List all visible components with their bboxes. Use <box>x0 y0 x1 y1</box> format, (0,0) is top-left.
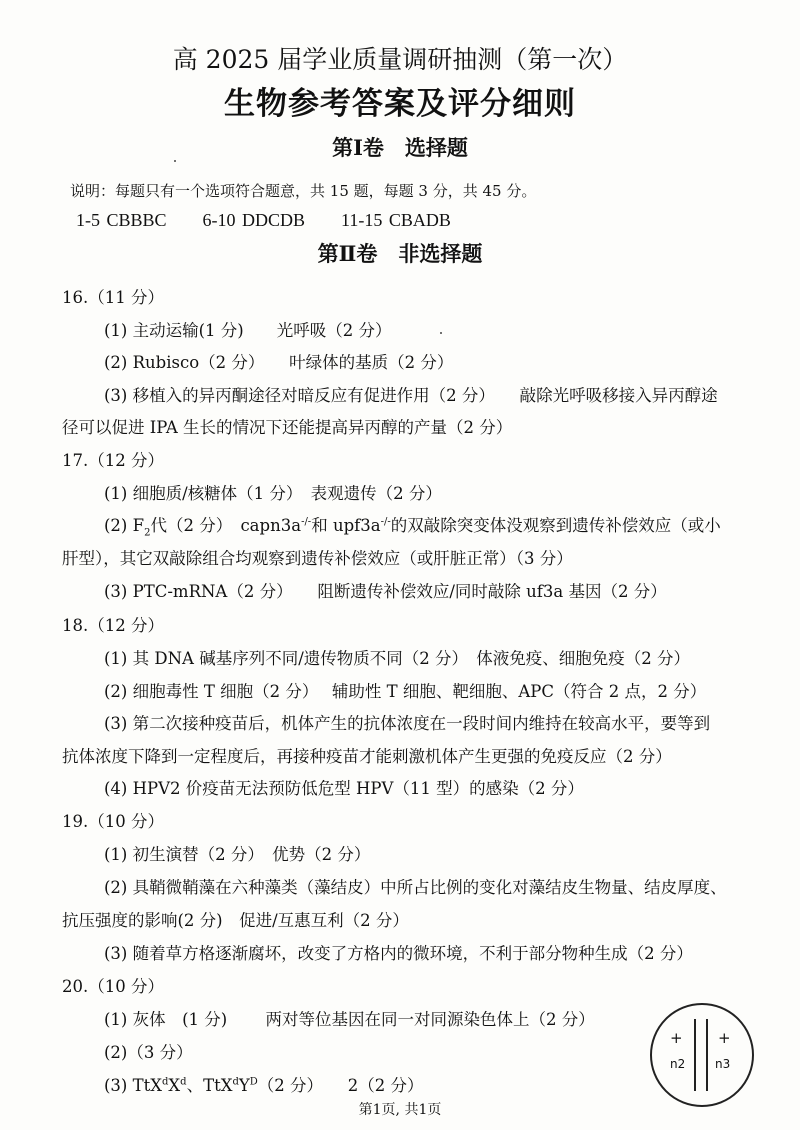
q19-answer-1: (1) 初生演替（2 分） 优势（2 分） <box>104 845 371 864</box>
q20-answer-1: (1) 灰体 (1 分) 两对等位基因在同一对同源染色体上（2 分） <box>104 1010 595 1029</box>
q18-answer-3-cont: 抗体浓度下降到一定程度后，再接种疫苗才能刺激机体产生更强的免疫反应（2 分） <box>62 747 672 766</box>
gene-label-n2: n2 <box>670 1057 686 1071</box>
chromosome-left-bar <box>694 1019 696 1091</box>
q19-answer-3: (3) 随着草方格逐渐腐坏，改变了方格内的微环境，不利于部分物种生成（2 分） <box>104 944 693 963</box>
chromosome-right-bar <box>706 1019 708 1091</box>
document-title: 高 2025 届学业质量调研抽测（第一次） <box>172 45 628 74</box>
q16-answer-3-cont: 径可以促进 IPA 生长的情况下还能提高异丙醇的产量（2 分） <box>62 418 513 437</box>
q19-answer-2: (2) 具鞘微鞘藻在六种藻类（藻结皮）中所占比例的变化对藻结皮生物量、结皮厚度、 <box>104 878 727 897</box>
scan-speck <box>440 332 442 334</box>
q18-answer-4: (4) HPV2 价疫苗无法预防低危型 HPV（11 型）的感染（2 分） <box>104 779 584 798</box>
gene-label-n3: n3 <box>715 1057 731 1071</box>
q20-number: 20.（10 分） <box>62 977 164 996</box>
part1-heading: 第Ⅰ卷 选择题 <box>332 135 468 160</box>
multiple-choice-answers: 1-5 CBBBC 6-10 DDCDB 11-15 CBADB <box>76 210 451 230</box>
q17-number: 17.（12 分） <box>62 451 164 470</box>
page-footer: 第1页, 共1页 <box>358 1102 442 1118</box>
part1-note: 说明：每题只有一个选项符合题意，共 15 题，每题 3 分，共 45 分。 <box>70 182 537 200</box>
document-subtitle: 生物参考答案及评分细则 <box>224 86 576 122</box>
plus-left-label: + <box>670 1029 683 1047</box>
part2-heading: 第Ⅱ卷 非选择题 <box>317 241 483 266</box>
q19-answer-2-cont: 抗压强度的影响(2 分) 促进/互惠互利（2 分） <box>62 911 409 930</box>
q16-answer-2: (2) Rubisco（2 分） 叶绿体的基质（2 分） <box>104 353 454 372</box>
plus-right-label: + <box>718 1029 731 1047</box>
q20-answer-3: (3) $TtX^dX^d$、$TtX^dY^D(2$ 分） 2（2 分） <box>104 1076 424 1095</box>
q17-answer-2-cont: 肝型），其它双敲除组合均观察到遗传补偿效应（或肝脏正常）（3 分） <box>62 549 573 568</box>
q16-number: 16.（11 分） <box>62 288 164 307</box>
q18-answer-1: (1) 其 DNA 碱基序列不同/遗传物质不同（2 分） 体液免疫、细胞免疫（2 分） <box>104 649 690 668</box>
q18-answer-3: (3) 第二次接种疫苗后，机体产生的抗体浓度在一段时间内维持在较高水平，要等到 <box>104 714 711 733</box>
q16-answer-3: (3) 移植入的异丙酮途径对暗反应有促进作用（2 分） 敲除光呼吸移接入异丙醇途 <box>104 386 718 405</box>
q18-answer-2: (2) 细胞毒性 T 细胞（2 分） 辅助性 T 细胞、靶细胞、APC（符合 2 点，2 分） <box>104 682 707 701</box>
scan-speck <box>174 160 176 162</box>
q18-number: 18.（12 分） <box>62 616 164 635</box>
q17-answer-2: (2) $F_2$代（2 分） capn3a-/-和 upf3a-/-的双敲除突变体没观察到遗传补偿效应（或小 <box>104 516 721 539</box>
chromosome-diagram <box>650 1003 754 1107</box>
q17-answer-1: (1) 细胞质/核糖体（1 分） 表观遗传（2 分） <box>104 484 442 503</box>
q20-answer-2: (2)（3 分） <box>104 1043 193 1062</box>
q16-answer-1: (1) 主动运输(1 分) 光呼吸（2 分） <box>104 321 392 340</box>
q17-answer-3: (3) PTC-mRNA（2 分） 阻断遗传补偿效应/同时敲除 uf3a 基因（2 分） <box>104 582 667 601</box>
q19-number: 19.（10 分） <box>62 812 164 831</box>
